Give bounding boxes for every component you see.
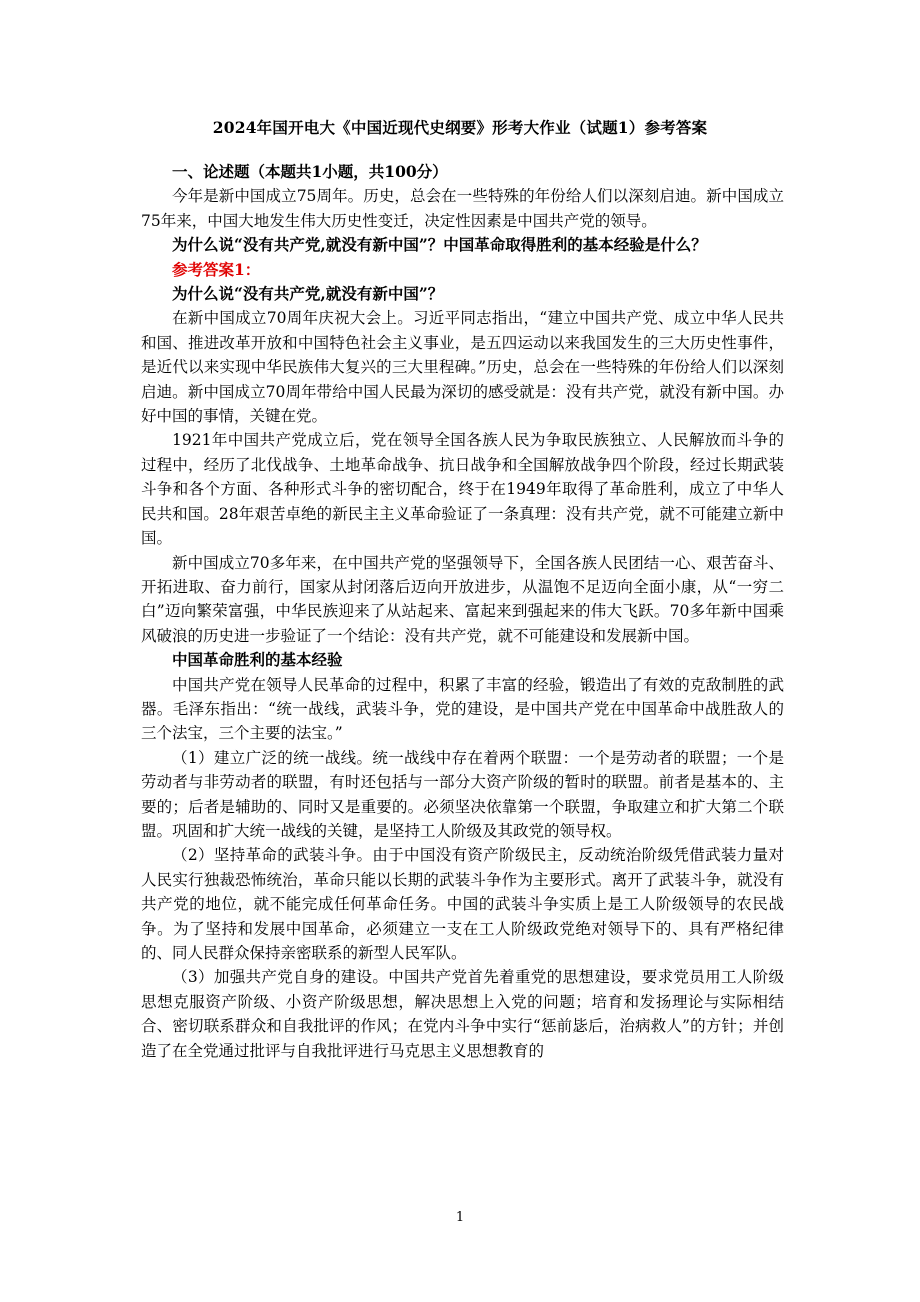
document-body	[141, 160, 784, 1063]
page-number: 1	[455, 1210, 465, 1225]
body-paragraph: 新中国成立70多年来，在中国共产党的坚强领导下，全国各族人民团结一心、艰苦奋斗、开拓进取、奋力前行，国家从封闭落后迈向开放进步，从温饱不足迈向全面小康，从“一穷二白”迈向繁荣富强，中华民族迎来了从站起来、富起来到强起来的伟大飞跃。70多年新中国乘风破浪的历史进一步验证了一个结论：没有共产党，就不可能建设和发展新中国。	[141, 553, 784, 645]
body-paragraph: 1921年中国共产党成立后，党在领导全国各族人民为争取民族独立、人民解放而斗争的过程中，经历了北伐战争、土地革命战争、抗日战争和全国解放战争四个阶段，经过长期武装斗争和各个方面、各种形式斗争的密切配合，终于在1949年取得了革命胜利，成立了中华人民共和国。28年艰苦卓绝的新民主主义革命验证了一条真理：没有共产党，就不可能建立新中国。	[141, 431, 784, 548]
body-paragraph: 中国共产党在领导人民革命的过程中，积累了丰富的经验，锻造出了有效的克敌制胜的武器。毛泽东指出：“统一战线，武装斗争，党的建设，是中国共产党在中国革命中战胜敌人的三个法宝，三个主要的法宝。”	[141, 675, 784, 743]
sub-heading-2: 中国革命胜利的基本经验	[172, 650, 343, 670]
section-heading: 一、论述题（本题共1小题，共100分）	[172, 162, 448, 181]
body-paragraph: 在新中国成立70周年庆祝大会上。习近平同志指出，“建立中国共产党、成立中华人民共和国、推进改革开放和中国特色社会主义事业，是五四运动以来我国发生的三大历史性事件，是近代以来实现中华民族伟大复兴的三大里程碑。”历史，总会在一些特殊的年份给人们以深刻启迪。新中国成立70周年带给中国人民最为深切的感受就是：没有共产党，就没有新中国。办好中国的事情，关键在党。	[141, 309, 784, 426]
intro-paragraph: 今年是新中国成立75周年。历史，总会在一些特殊的年份给人们以深刻启迪。新中国成立75年来，中国大地发生伟大历史性变迁，决定性因素是中国共产党的领导。	[141, 187, 784, 230]
body-paragraph: （2）坚持革命的武装斗争。由于中国没有资产阶级民主，反动统治阶级凭借武装力量对人民实行独裁恐怖统治，革命只能以长期的武装斗争作为主要形式。离开了武装斗争，就没有共产党的地位，就不能完成任何革命任务。中国的武装斗争实质上是工人阶级领导的农民战争。为了坚持和发展中国革命，必须建立一支在工人阶级政党绝对领导下的、具有严格纪律的、同人民群众保持亲密联系的新型人民军队。	[141, 846, 784, 962]
question-text: 为什么说“没有共产党,就没有新中国”？中国革命取得胜利的基本经验是什么？	[172, 235, 707, 255]
body-paragraph: （1）建立广泛的统一战线。统一战线中存在着两个联盟：一个是劳动者的联盟；一个是劳动者与非劳动者的联盟，有时还包括与一部分大资产阶级的暂时的联盟。前者是基本的、主要的；后者是辅助的、同时又是重要的。必须坚决依靠第一个联盟，争取建立和扩大第二个联盟。巩固和扩大统一战线的关键，是坚持工人阶级及其政党的领导权。	[141, 748, 784, 840]
sub-heading-1: 为什么说“没有共产党,就没有新中国”？	[172, 284, 444, 304]
answer-label: 参考答案1：	[172, 259, 261, 279]
body-paragraph: （3）加强共产党自身的建设。中国共产党首先着重党的思想建设，要求党员用工人阶级思想克服资产阶级、小资产阶级思想，解决思想上入党的问题；培育和发扬理论与实际相结合、密切联系群众和自我批评的作风；在党内斗争中实行“惩前毖后，治病救人”的方针；并创造了在全党通过批评与自我批评进行马克思主义思想教育的	[141, 968, 784, 1060]
document-title: 2024年国开电大《中国近现代史纲要》形考大作业（试题1）参考答案	[212, 118, 708, 137]
